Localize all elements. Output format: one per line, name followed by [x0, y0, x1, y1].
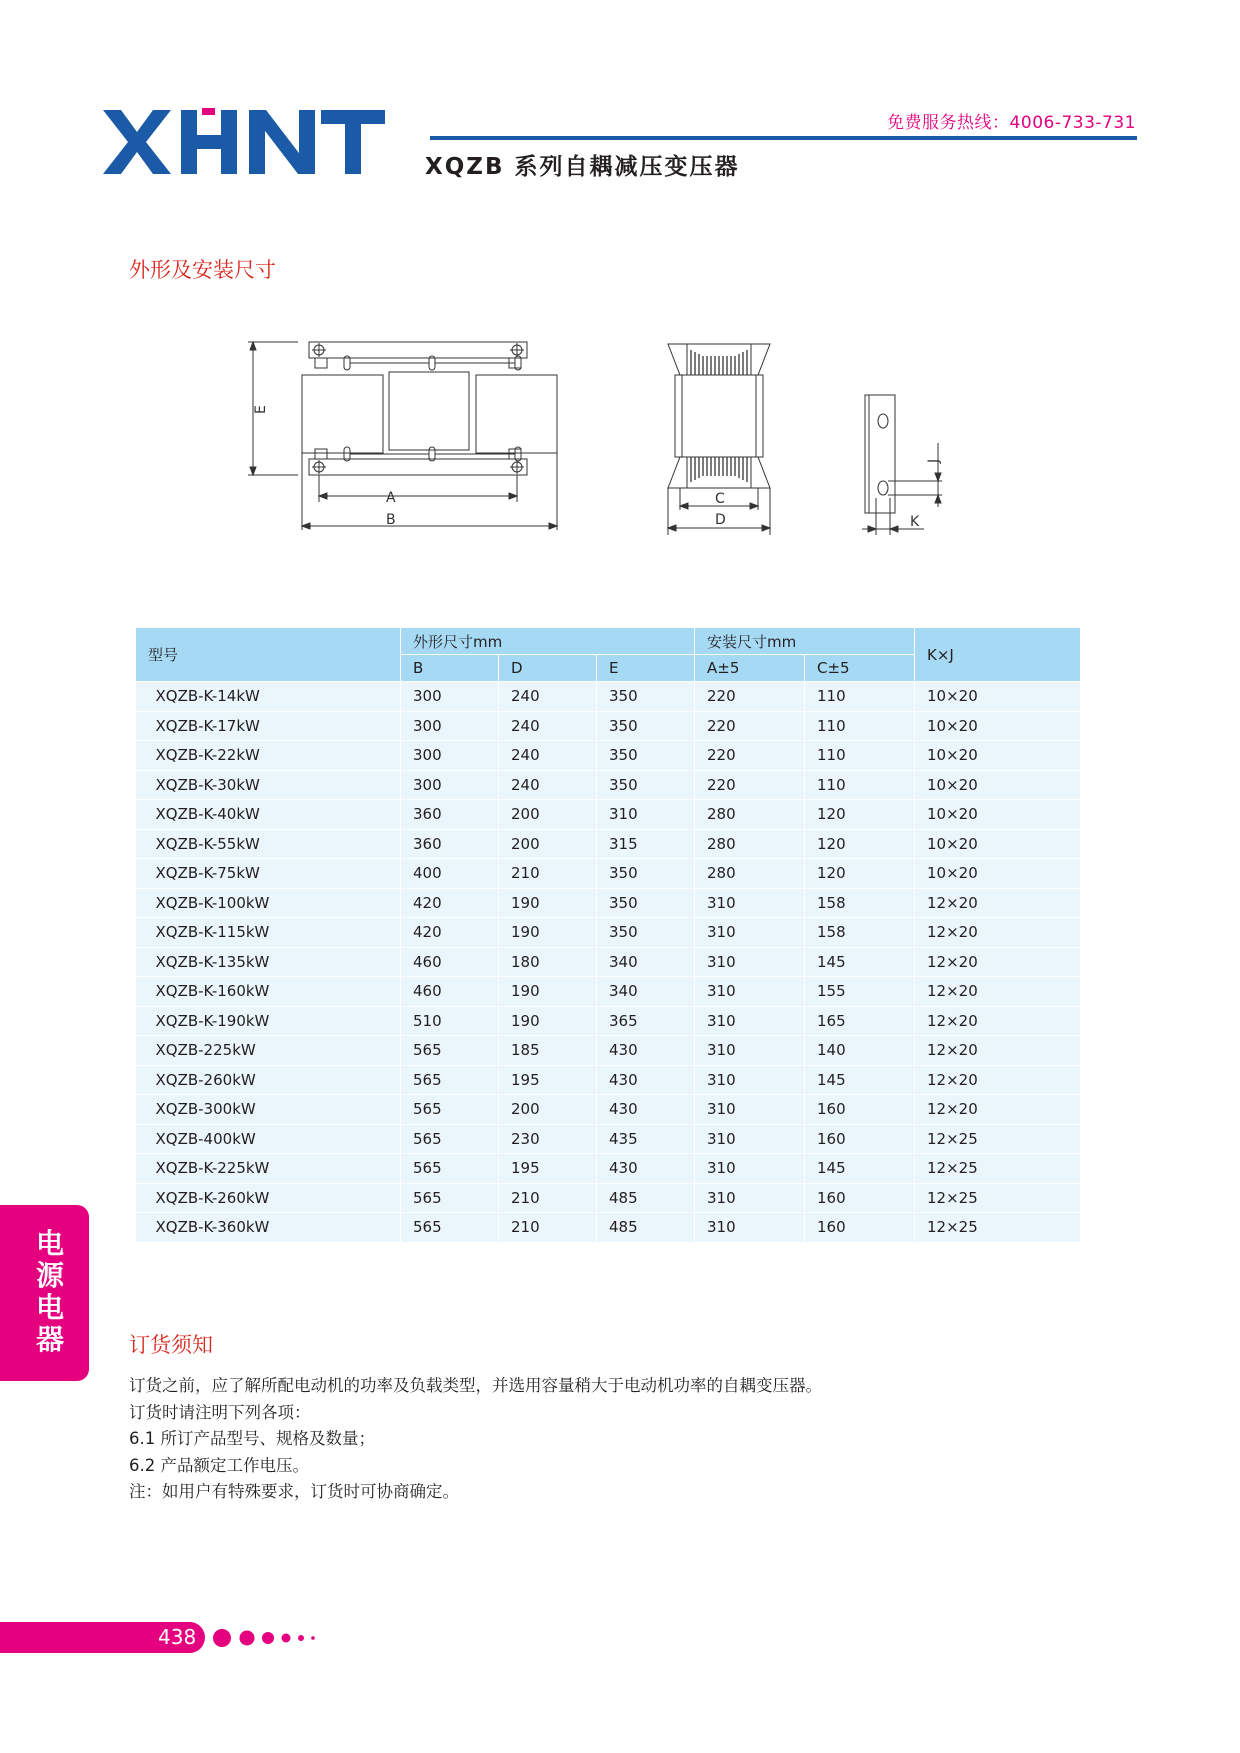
cell-b: 565 — [401, 1036, 499, 1066]
cell-c: 165 — [805, 1006, 915, 1036]
cell-d: 240 — [499, 711, 597, 741]
cell-kj: 10×20 — [915, 682, 1081, 712]
cell-model: XQZB-K-17kW — [136, 711, 401, 741]
cell-a: 280 — [695, 829, 805, 859]
cell-kj: 12×20 — [915, 918, 1081, 948]
cell-a: 220 — [695, 770, 805, 800]
cell-e: 365 — [597, 1006, 695, 1036]
label-e: E — [253, 405, 269, 414]
cell-model: XQZB-K-100kW — [136, 888, 401, 918]
cell-kj: 10×20 — [915, 859, 1081, 889]
cell-c: 110 — [805, 741, 915, 771]
cell-d: 210 — [499, 859, 597, 889]
cell-c: 145 — [805, 1154, 915, 1184]
cell-d: 185 — [499, 1036, 597, 1066]
cell-kj: 10×20 — [915, 741, 1081, 771]
cell-b: 510 — [401, 1006, 499, 1036]
cell-c: 158 — [805, 918, 915, 948]
cell-d: 200 — [499, 800, 597, 830]
cell-c: 160 — [805, 1213, 915, 1243]
cell-e: 350 — [597, 918, 695, 948]
decorative-dots — [212, 1626, 322, 1650]
cell-a: 280 — [695, 859, 805, 889]
cell-d: 240 — [499, 770, 597, 800]
cell-model: XQZB-400kW — [136, 1124, 401, 1154]
cell-c: 120 — [805, 859, 915, 889]
cell-c: 120 — [805, 800, 915, 830]
cell-c: 110 — [805, 711, 915, 741]
cell-d: 180 — [499, 947, 597, 977]
table-row — [136, 1006, 1081, 1036]
cell-d: 200 — [499, 1095, 597, 1125]
cell-kj: 12×25 — [915, 1154, 1081, 1184]
spec-table-body — [136, 682, 1081, 1243]
cell-e: 340 — [597, 947, 695, 977]
cell-kj: 12×20 — [915, 947, 1081, 977]
cell-kj: 10×20 — [915, 829, 1081, 859]
header-c: C±5 — [805, 655, 915, 682]
table-row — [136, 741, 1081, 771]
cell-b: 400 — [401, 859, 499, 889]
table-row — [136, 711, 1081, 741]
cell-model: XQZB-K-14kW — [136, 682, 401, 712]
cell-model: XQZB-K-115kW — [136, 918, 401, 948]
label-j: J — [926, 458, 942, 463]
cell-e: 430 — [597, 1065, 695, 1095]
cell-e: 350 — [597, 859, 695, 889]
cell-model: XQZB-K-55kW — [136, 829, 401, 859]
cell-b: 360 — [401, 800, 499, 830]
cell-a: 220 — [695, 741, 805, 771]
header-b: B — [401, 655, 499, 682]
cell-d: 190 — [499, 888, 597, 918]
cell-c: 160 — [805, 1095, 915, 1125]
cell-a: 310 — [695, 1095, 805, 1125]
cell-b: 300 — [401, 770, 499, 800]
table-row — [136, 918, 1081, 948]
table-row — [136, 1124, 1081, 1154]
cell-a: 310 — [695, 888, 805, 918]
cell-model: XQZB-K-190kW — [136, 1006, 401, 1036]
cell-b: 300 — [401, 711, 499, 741]
cell-model: XQZB-K-135kW — [136, 947, 401, 977]
cell-model: XQZB-K-260kW — [136, 1183, 401, 1213]
header-outline-group: 外形尺寸mm — [401, 628, 695, 655]
cell-b: 420 — [401, 888, 499, 918]
cell-kj: 10×20 — [915, 770, 1081, 800]
cell-b: 565 — [401, 1183, 499, 1213]
cell-kj: 12×20 — [915, 1095, 1081, 1125]
cell-c: 110 — [805, 770, 915, 800]
cell-c: 158 — [805, 888, 915, 918]
cell-d: 190 — [499, 1006, 597, 1036]
cell-e: 485 — [597, 1213, 695, 1243]
cell-kj: 10×20 — [915, 800, 1081, 830]
cell-d: 190 — [499, 918, 597, 948]
table-row — [136, 888, 1081, 918]
cell-model: XQZB-K-75kW — [136, 859, 401, 889]
cell-b: 565 — [401, 1124, 499, 1154]
cell-d: 195 — [499, 1065, 597, 1095]
cell-a: 310 — [695, 1124, 805, 1154]
cell-e: 315 — [597, 829, 695, 859]
label-d: D — [715, 512, 726, 528]
cell-b: 300 — [401, 741, 499, 771]
cell-e: 310 — [597, 800, 695, 830]
cell-kj: 12×20 — [915, 1006, 1081, 1036]
cell-d: 190 — [499, 977, 597, 1007]
cell-a: 280 — [695, 800, 805, 830]
cell-kj: 10×20 — [915, 711, 1081, 741]
cell-c: 145 — [805, 947, 915, 977]
cell-a: 310 — [695, 1006, 805, 1036]
table-row — [136, 1213, 1081, 1243]
header-install-group: 安装尺寸mm — [695, 628, 915, 655]
label-a: A — [386, 490, 396, 506]
cell-d: 240 — [499, 682, 597, 712]
hotline-text: 免费服务热线：4006-733-731 — [887, 113, 1136, 133]
front-view — [248, 342, 557, 530]
header-model: 型号 — [136, 628, 401, 682]
table-row — [136, 682, 1081, 712]
cell-c: 110 — [805, 682, 915, 712]
cell-c: 120 — [805, 829, 915, 859]
cell-a: 310 — [695, 977, 805, 1007]
cell-d: 210 — [499, 1213, 597, 1243]
cell-b: 300 — [401, 682, 499, 712]
cell-b: 565 — [401, 1154, 499, 1184]
label-k: K — [910, 514, 920, 530]
header-d: D — [499, 655, 597, 682]
cell-model: XQZB-K-40kW — [136, 800, 401, 830]
cell-a: 310 — [695, 918, 805, 948]
header-kxj: K×J — [915, 628, 1081, 682]
cell-d: 210 — [499, 1183, 597, 1213]
document-title: XQZB 系列自耦减压变压器 — [425, 154, 740, 180]
dimension-drawing — [240, 330, 960, 550]
order-note: 6.2 产品额定工作电压。 — [129, 1455, 309, 1475]
table-row — [136, 1183, 1081, 1213]
cell-e: 350 — [597, 682, 695, 712]
cell-d: 195 — [499, 1154, 597, 1184]
xhnt-logo — [103, 108, 385, 176]
cell-b: 460 — [401, 947, 499, 977]
cell-model: XQZB-K-30kW — [136, 770, 401, 800]
table-row — [136, 977, 1081, 1007]
category-side-tab-label: 电 源 电 器 — [35, 1227, 64, 1356]
cell-c: 140 — [805, 1036, 915, 1066]
cell-a: 310 — [695, 1154, 805, 1184]
cell-model: XQZB-K-360kW — [136, 1213, 401, 1243]
cell-e: 435 — [597, 1124, 695, 1154]
label-c: C — [715, 491, 725, 507]
order-note: 订货之前，应了解所配电动机的功率及负载类型，并选用容量稍大于电动机功率的自耦变压器。 — [129, 1376, 822, 1395]
mounting-hole-detail — [862, 395, 942, 535]
order-note: 6.1 所订产品型号、规格及数量； — [129, 1429, 375, 1448]
cell-b: 460 — [401, 977, 499, 1007]
cell-model: XQZB-K-225kW — [136, 1154, 401, 1184]
cell-kj: 12×20 — [915, 888, 1081, 918]
cell-e: 430 — [597, 1154, 695, 1184]
table-row — [136, 859, 1081, 889]
cell-kj: 12×20 — [915, 1065, 1081, 1095]
cell-c: 160 — [805, 1124, 915, 1154]
header-rule — [430, 136, 1137, 140]
cell-e: 350 — [597, 711, 695, 741]
spec-table — [135, 627, 1081, 1243]
cell-kj: 12×25 — [915, 1124, 1081, 1154]
cell-e: 350 — [597, 770, 695, 800]
table-row — [136, 829, 1081, 859]
table-row — [136, 947, 1081, 977]
table-row — [136, 1065, 1081, 1095]
cell-model: XQZB-260kW — [136, 1065, 401, 1095]
cell-a: 310 — [695, 1183, 805, 1213]
cell-c: 145 — [805, 1065, 915, 1095]
cell-d: 230 — [499, 1124, 597, 1154]
cell-b: 565 — [401, 1065, 499, 1095]
table-row — [136, 770, 1081, 800]
cell-a: 310 — [695, 1065, 805, 1095]
cell-d: 240 — [499, 741, 597, 771]
cell-e: 350 — [597, 888, 695, 918]
order-section-title: 订货须知 — [129, 1333, 213, 1357]
cell-kj: 12×20 — [915, 1036, 1081, 1066]
table-row — [136, 1154, 1081, 1184]
cell-b: 420 — [401, 918, 499, 948]
cell-kj: 12×20 — [915, 977, 1081, 1007]
order-note: 订货时请注明下列各项： — [129, 1402, 311, 1422]
table-row — [136, 1095, 1081, 1125]
table-row — [136, 1036, 1081, 1066]
cell-a: 310 — [695, 947, 805, 977]
cell-e: 350 — [597, 741, 695, 771]
cell-model: XQZB-225kW — [136, 1036, 401, 1066]
table-row — [136, 800, 1081, 830]
dimensions-section-title: 外形及安装尺寸 — [129, 258, 276, 282]
cell-d: 200 — [499, 829, 597, 859]
cell-kj: 12×25 — [915, 1213, 1081, 1243]
label-b: B — [386, 512, 396, 528]
cell-a: 220 — [695, 711, 805, 741]
cell-model: XQZB-K-160kW — [136, 977, 401, 1007]
cell-c: 155 — [805, 977, 915, 1007]
cell-e: 340 — [597, 977, 695, 1007]
cell-a: 220 — [695, 682, 805, 712]
header-e: E — [597, 655, 695, 682]
cell-a: 310 — [695, 1036, 805, 1066]
cell-a: 310 — [695, 1213, 805, 1243]
cell-b: 360 — [401, 829, 499, 859]
cell-e: 485 — [597, 1183, 695, 1213]
cell-b: 565 — [401, 1095, 499, 1125]
page-number: 438 — [158, 1625, 197, 1649]
cell-model: XQZB-300kW — [136, 1095, 401, 1125]
order-note: 注：如用户有特殊要求，订货时可协商确定。 — [129, 1482, 459, 1501]
cell-model: XQZB-K-22kW — [136, 741, 401, 771]
order-notes — [129, 1373, 1129, 1506]
cell-e: 430 — [597, 1036, 695, 1066]
cell-b: 565 — [401, 1213, 499, 1243]
cell-kj: 12×25 — [915, 1183, 1081, 1213]
cell-e: 430 — [597, 1095, 695, 1125]
cell-c: 160 — [805, 1183, 915, 1213]
header-a: A±5 — [695, 655, 805, 682]
